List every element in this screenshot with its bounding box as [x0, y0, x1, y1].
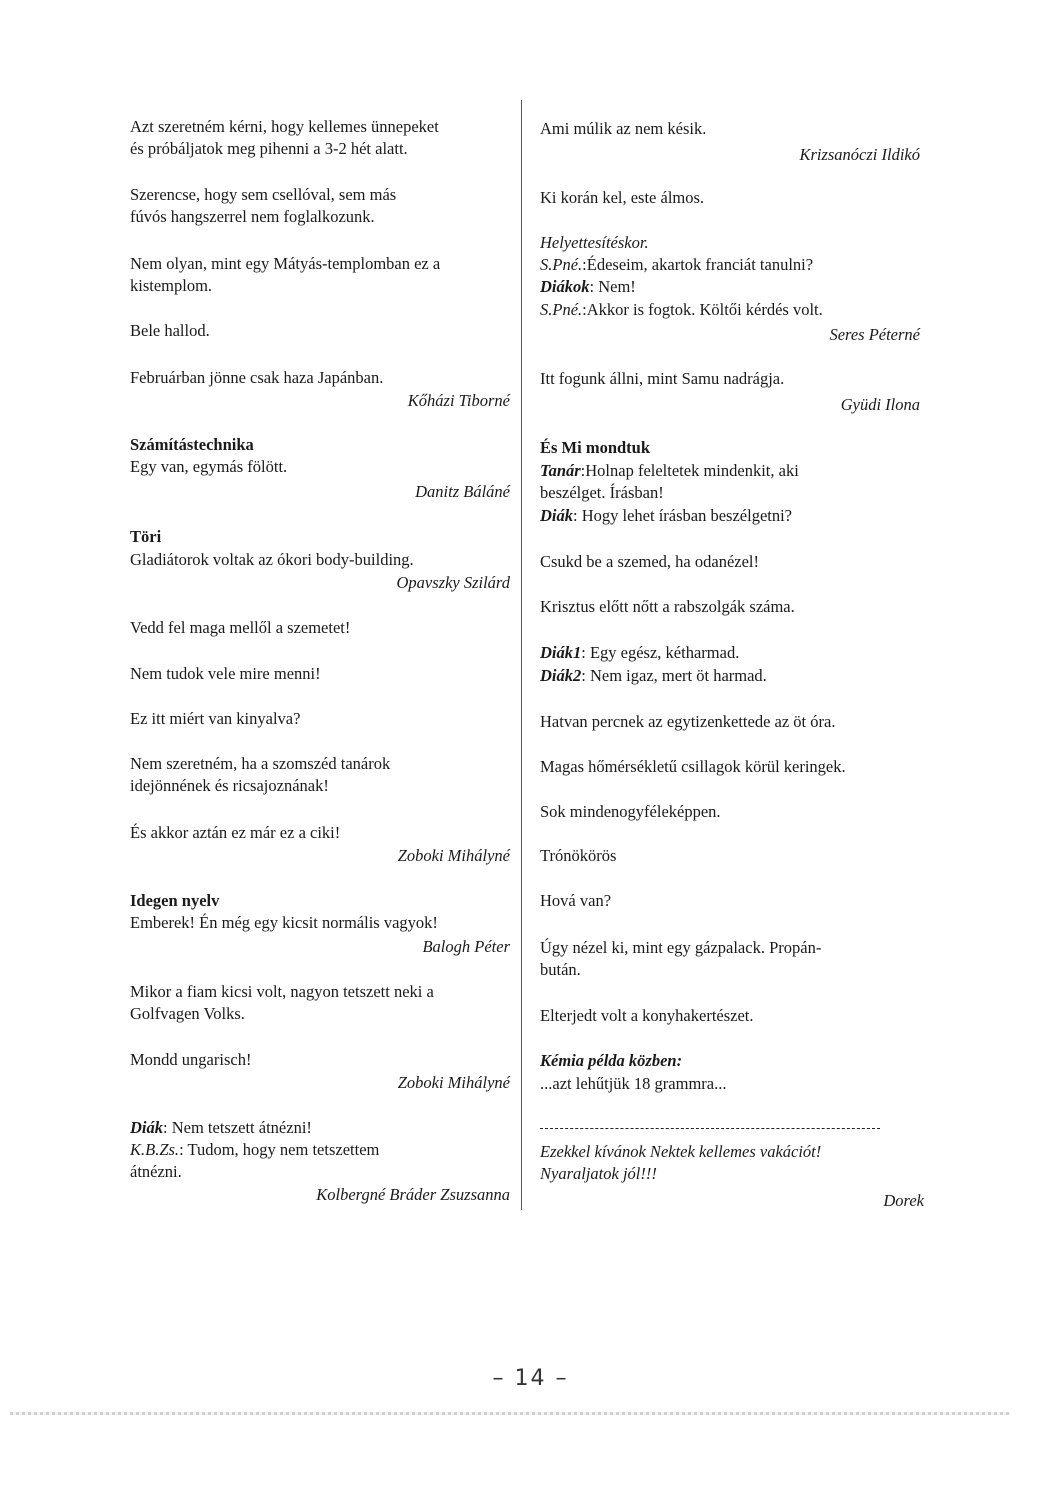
author-signature: Opavszky Szilárd [396, 573, 510, 592]
speaker-label: Diák [540, 506, 573, 525]
speaker-label: S.Pné. [540, 300, 583, 319]
quote-line: Nem tudok vele mire menni! [130, 664, 321, 683]
quote-line: Mondd ungarisch! [130, 1050, 252, 1069]
quote-line: Hatvan percnek az egytizenkettede az öt óra. [540, 712, 836, 731]
dialogue-text: : Nem tetszett átnézni! [163, 1118, 312, 1137]
speaker-label: Diák2 [540, 666, 582, 685]
author-signature: Gyüdi Ilona [840, 395, 920, 414]
quote-line: bután. [540, 960, 581, 979]
dialogue-line: átnézni. [130, 1162, 182, 1181]
dialogue-text: : Hogy lehet írásban beszélgetni? [573, 506, 793, 525]
quote-line: Nem szeretném, ha a szomszéd tanárok [130, 754, 391, 773]
quote-line: Emberek! Én még egy kicsit normális vagyok! [130, 913, 438, 932]
quote-line: kistemplom. [130, 276, 213, 295]
section-heading: Idegen nyelv [130, 891, 220, 910]
quote-line: Golfvagen Volks. [130, 1004, 245, 1023]
author-signature: Dorek [883, 1191, 924, 1210]
section-heading: És Mi mondtuk [540, 438, 651, 457]
author-signature: Zoboki Mihályné [397, 846, 510, 865]
page-number: – 14 – [492, 1366, 569, 1391]
quote-line: Ki korán kel, este álmos. [540, 188, 705, 207]
author-signature: Krizsanóczi Ildikó [799, 145, 920, 164]
dialogue-text: :Édeseim, akartok franciát tanulni? [582, 255, 814, 274]
quote-line: Sok mindenogyféleképpen. [540, 802, 721, 821]
dialogue-text: : Nem! [589, 277, 636, 296]
author-signature: Balogh Péter [422, 937, 510, 956]
quote-line: Itt fogunk állni, mint Samu nadrágja. [540, 369, 785, 388]
dialogue-line: beszélget. Írásban! [540, 483, 664, 502]
column-divider [521, 100, 522, 1210]
quote-line: Ez itt miért van kinyalva? [130, 709, 301, 728]
author-signature: Danitz Báláné [415, 482, 510, 501]
quote-line: Azt szeretném kérni, hogy kellemes ünnepeket [130, 117, 439, 136]
dialogue-line [130, 1139, 379, 1161]
quote-line: Gladiátorok voltak az ókori body-building. [130, 550, 414, 569]
quote-line: és próbáljatok meg pihenni a 3-2 hét alatt. [130, 139, 408, 158]
dialogue-text: : Egy egész, kétharmad. [581, 643, 740, 662]
dialogue-line [540, 665, 767, 687]
quote-line: Elterjedt volt a konyhakertészet. [540, 1006, 754, 1025]
section-heading: Helyettesítéskor. [540, 233, 649, 252]
section-heading: Számítástechnika [130, 435, 254, 454]
quote-line: Trónökörös [540, 846, 617, 865]
dialogue-line [540, 276, 636, 298]
author-signature: Kolbergné Bráder Zsuzsanna [316, 1185, 510, 1204]
quote-line: Februárban jönne csak haza Japánban. [130, 368, 384, 387]
quote-line: Hová van? [540, 891, 612, 910]
closing-line: Nyaraljatok jól!!! [540, 1164, 657, 1183]
quote-line: Nem olyan, mint egy Mátyás-templomban ez a [130, 254, 441, 273]
quote-line: Vedd fel maga mellől a szemetet! [130, 618, 351, 637]
quote-line: Szerencse, hogy sem csellóval, sem más [130, 185, 397, 204]
quote-line: Krisztus előtt nőtt a rabszolgák száma. [540, 597, 795, 616]
speaker-label: K.B.Zs. [130, 1140, 180, 1159]
section-heading: Kémia példa közben: [540, 1051, 683, 1070]
dialogue-text: :Holnap feleltetek mindenkit, aki [580, 461, 799, 480]
quote-line: ...azt lehűtjük 18 grammra... [540, 1074, 727, 1093]
quote-line: Bele hallod. [130, 321, 210, 340]
quote-line: fúvós hangszerrel nem foglalkozunk. [130, 207, 375, 226]
speaker-label: Diák1 [540, 643, 582, 662]
dialogue-line [130, 1117, 312, 1139]
author-signature: Zoboki Mihályné [397, 1073, 510, 1092]
dialogue-line [540, 642, 739, 664]
dialogue-line [540, 505, 792, 527]
dialogue-line [540, 299, 823, 321]
author-signature: Kőházi Tiborné [407, 391, 510, 410]
speaker-label: Diákok [540, 277, 590, 296]
quote-line: Mikor a fiam kicsi volt, nagyon tetszett neki a [130, 982, 434, 1001]
speaker-label: Tanár [540, 461, 581, 480]
quote-line: Ami múlik az nem késik. [540, 119, 707, 138]
dialogue-text: :Akkor is fogtok. Költői kérdés volt. [582, 300, 823, 319]
scan-artifact-line [10, 1412, 1010, 1415]
quote-line: És akkor aztán ez már ez a ciki! [130, 823, 341, 842]
dialogue-text: : Tudom, hogy nem tetszettem [179, 1140, 380, 1159]
dialogue-line [540, 460, 799, 482]
quote-line: Csukd be a szemed, ha odanézel! [540, 552, 759, 571]
quote-line: Úgy nézel ki, mint egy gázpalack. Propán- [540, 938, 822, 957]
speaker-label: S.Pné. [540, 255, 583, 274]
dialogue-text: : Nem igaz, mert öt harmad. [581, 666, 767, 685]
quote-line: idejönnének és ricsajoznának! [130, 776, 329, 795]
quote-line: Magas hőmérsékletű csillagok körül keringek. [540, 757, 846, 776]
speaker-label: Diák [130, 1118, 163, 1137]
dashed-separator [540, 1128, 880, 1129]
dialogue-line [540, 254, 813, 276]
author-signature: Seres Péterné [829, 325, 920, 344]
section-heading: Töri [130, 527, 162, 546]
quote-line: Egy van, egymás fölött. [130, 457, 288, 476]
closing-line: Ezekkel kívánok Nektek kellemes vakációt! [540, 1142, 822, 1161]
